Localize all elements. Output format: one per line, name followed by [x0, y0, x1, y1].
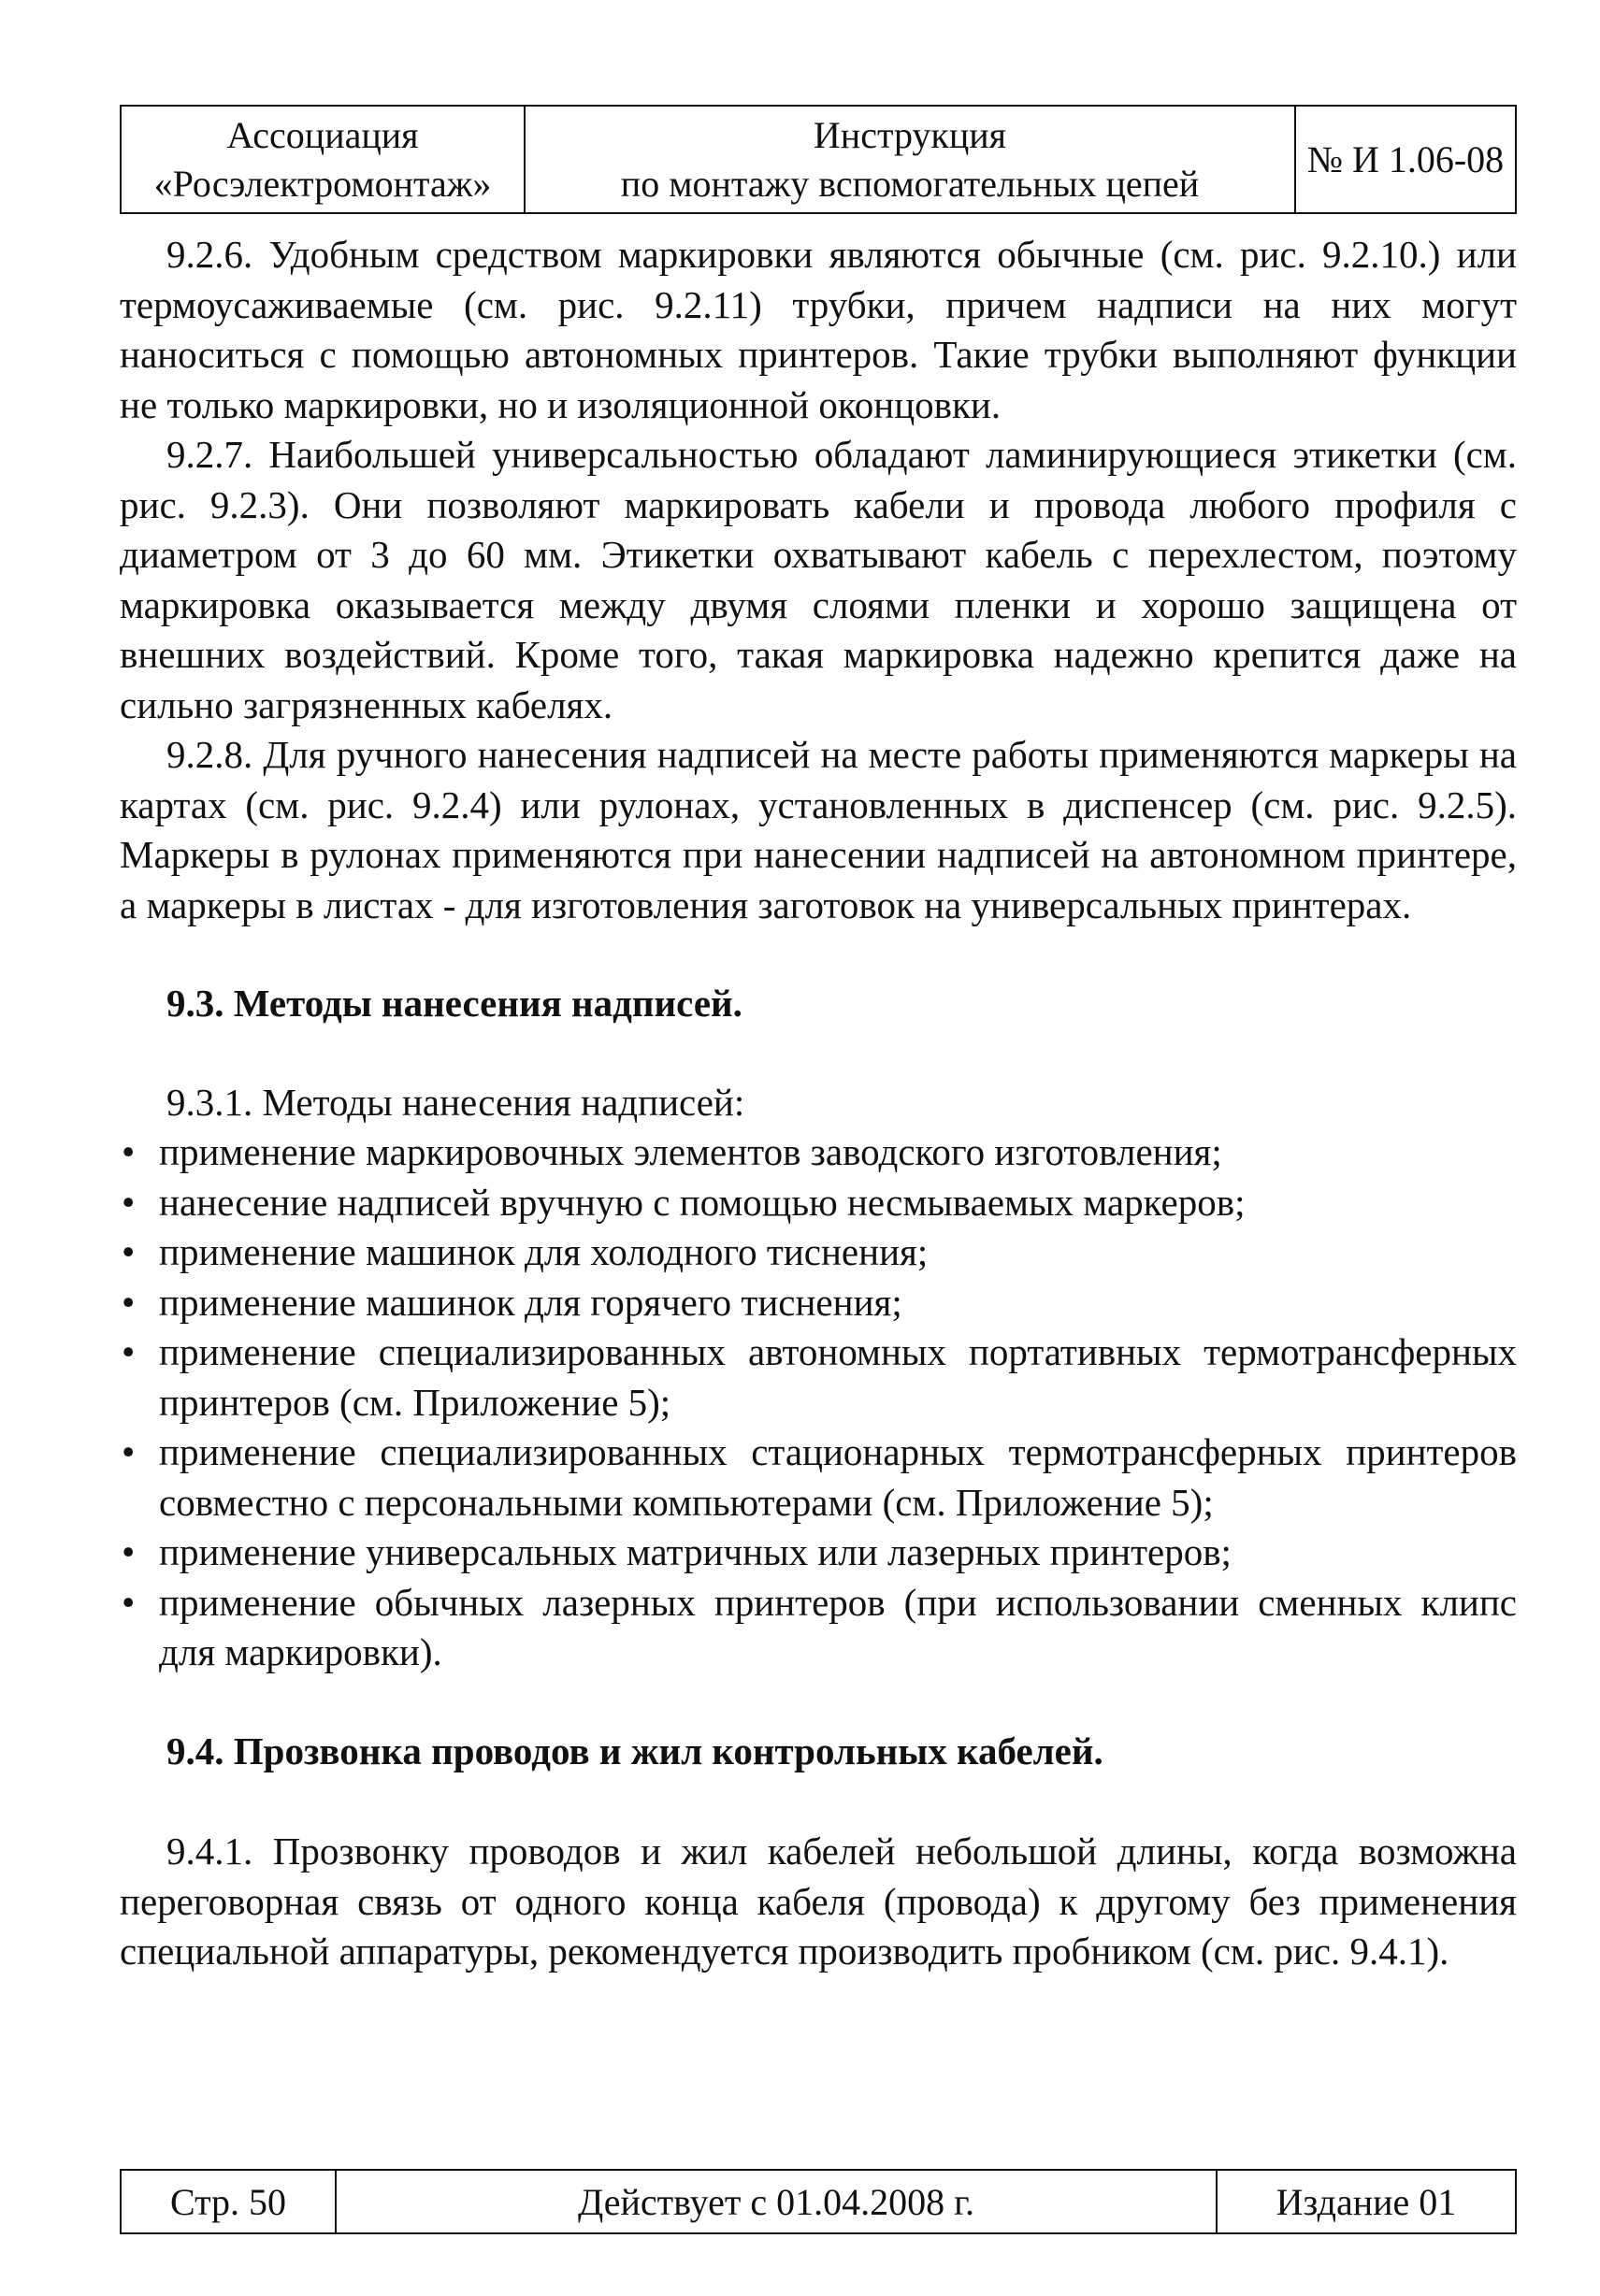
list-item: • нанесение надписей вручную с помощью несмываемых маркеров;: [120, 1178, 1517, 1228]
paragraph-9-2-6: 9.2.6. Удобным средством маркировки являются обычные (см. рис. 9.2.10.) или термоусаживаемые (см. рис. 9.2.11) трубки, причем надписи на них могут наноситься с помощью автономных принтеров. Такие трубки выполняют функции не только маркировки, но и изоляционной оконцовки.: [120, 233, 1517, 426]
list-item: • применение машинок для холодного тиснения;: [120, 1227, 1517, 1278]
document-title-line-1: Инструкция: [813, 113, 1007, 156]
organization-line-1: Ассоциация: [226, 113, 419, 156]
list-item: • применение обычных лазерных принтеров (при использовании сменных клипс для маркировки).: [120, 1578, 1517, 1678]
main-content: [120, 230, 1517, 1977]
page-number: Стр. 50: [169, 2180, 287, 2223]
document-number-cell: [1296, 107, 1515, 212]
edition-cell: [1218, 2171, 1515, 2232]
paragraph-9-2-8: 9.2.8. Для ручного нанесения надписей на месте работы применяются маркеры на картах (см. рис. 9.2.4) или рулонах, установленных в диспенсер (см. рис. 9.2.5). Маркеры в рулонах применяются при нанесении надписей на автономном принтере, а маркеры в листах - для изготовления заготовок на универсальных принтерах.: [120, 733, 1517, 926]
list-item: • применение универсальных матричных или лазерных принтеров;: [120, 1528, 1517, 1578]
document-number: № И 1.06-08: [1306, 137, 1505, 180]
list-item: • применение маркировочных элементов заводского изготовления;: [120, 1127, 1517, 1178]
document-title-cell: [526, 107, 1296, 212]
list-item: • применение специализированных автономных портативных термотрансферных принтеров (см. Приложение 5);: [120, 1327, 1517, 1428]
methods-list: [120, 1127, 1517, 1678]
header-table: [120, 105, 1517, 214]
footer-table: [120, 2169, 1517, 2234]
organization-cell: [122, 107, 526, 212]
organization-line-2: «Росэлектромонтаж»: [153, 162, 492, 205]
paragraph-9-2-7: 9.2.7. Наибольшей универсальностью обладают ламинирующиеся этикетки (см. рис. 9.2.3). Они позволяют маркировать кабели и провода любого профиля с диаметром от 3 до 60 мм. Этикетки охватывают кабель с перехлестом, поэтому маркировка оказывается между двумя слоями пленки и хорошо защищена от внешних воздействий. Кроме того, такая маркировка надежно крепится даже на сильно загрязненных кабелях.: [120, 433, 1517, 726]
list-item: • применение машинок для горячего тиснения;: [120, 1278, 1517, 1328]
paragraph-9-3-1: 9.3.1. Методы нанесения надписей:: [166, 1080, 745, 1124]
effective-date-cell: [337, 2171, 1218, 2232]
heading-9-4: 9.4. Прозвонка проводов и жил контрольных кабелей.: [166, 1729, 1103, 1772]
edition: Издание 01: [1276, 2180, 1457, 2223]
effective-date: Действует с 01.04.2008 г.: [577, 2180, 975, 2223]
heading-9-3: 9.3. Методы нанесения надписей.: [166, 982, 742, 1025]
paragraph-9-4-1: 9.4.1. Прозвонку проводов и жил кабелей небольшой длины, когда возможна переговорная связь от одного конца кабеля (провода) к другому без применения специальной аппаратуры, рекомендуется производить пробником (см. рис. 9.4.1).: [120, 1830, 1517, 1973]
document-title-line-2: по монтажу вспомогательных цепей: [620, 162, 1200, 205]
list-item: • применение специализированных стационарных термотрансферных принтеров совместно с персональными компьютерами (см. Приложение 5);: [120, 1428, 1517, 1528]
page-number-cell: [122, 2171, 337, 2232]
